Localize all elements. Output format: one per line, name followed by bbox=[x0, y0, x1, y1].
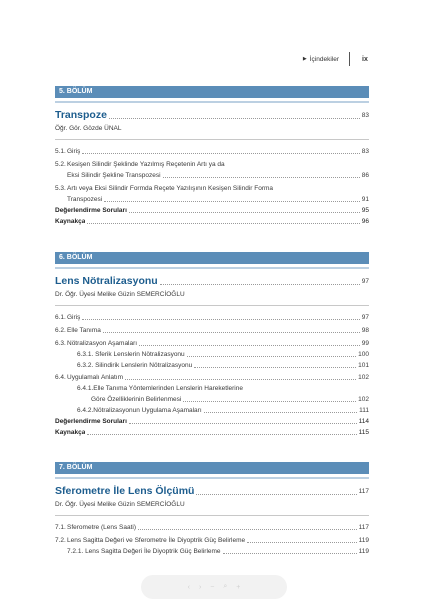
entry-text: 6.4.2.Nötralizasyonun Uygulama Aşamaları bbox=[77, 407, 202, 414]
chapter-bar-shadow bbox=[55, 477, 369, 479]
dot-leader bbox=[82, 153, 359, 154]
entry-text: Giriş bbox=[67, 148, 81, 155]
toc-subentry[interactable] bbox=[55, 383, 369, 394]
viewer-toolbar bbox=[141, 575, 287, 599]
running-header bbox=[303, 52, 374, 66]
entry-text: Değerlendirme Soruları bbox=[55, 207, 127, 214]
entry-page: 98 bbox=[361, 327, 369, 334]
entry-number: 6.1. bbox=[55, 314, 66, 321]
toc-entry-continued[interactable] bbox=[55, 170, 369, 181]
entry-number: 5.2. bbox=[55, 161, 66, 168]
chapter-page: 83 bbox=[361, 112, 369, 119]
prev-page-icon[interactable]: ‹ bbox=[187, 583, 190, 591]
next-page-icon[interactable]: › bbox=[198, 583, 202, 591]
entry-text: Kesişen Silindir Şeklinde Yazılmış Reçetenin Artı ya da bbox=[67, 161, 225, 168]
entry-text: 6.3.1. Sferik Lenslerin Nötralizasyonu bbox=[77, 351, 185, 358]
entry-text: Uygulamalı Anlatım bbox=[67, 374, 123, 381]
dot-leader bbox=[194, 367, 356, 368]
entry-text: 6.3.2. Silindirik Lenslerin Nötralizasyonu bbox=[77, 362, 193, 369]
dot-leader bbox=[138, 529, 357, 530]
entry-text: 7.2.1. Lens Sagitta Değeri İle Diyoptrik Güç Belirleme bbox=[67, 548, 221, 555]
toc-entry-continued[interactable] bbox=[55, 194, 369, 205]
entry-number: 7.1. bbox=[55, 524, 66, 531]
toc-entry[interactable] bbox=[55, 312, 369, 323]
entry-page: 97 bbox=[361, 314, 369, 321]
page-number: ix bbox=[362, 55, 368, 63]
entry-page: 95 bbox=[361, 207, 369, 214]
chapter-bar-shadow bbox=[55, 101, 369, 103]
dot-leader bbox=[129, 212, 360, 213]
chapter-title: Sferometre İle Lens Ölçümü bbox=[55, 485, 195, 497]
entry-page: 119 bbox=[358, 548, 369, 555]
toc-subentry[interactable] bbox=[55, 360, 369, 371]
entry-page: 86 bbox=[361, 172, 369, 179]
entry-text: Değerlendirme Soruları bbox=[55, 418, 127, 425]
toc-entry[interactable] bbox=[55, 325, 369, 336]
entry-text: Göre Özelliklerinin Belirlenmesi bbox=[91, 396, 182, 403]
entry-text: Giriş bbox=[67, 314, 81, 321]
chapter-author: Dr. Öğr. Üyesi Melike Güzin SEMERCİOĞLU bbox=[55, 291, 185, 298]
chapter-bar-shadow bbox=[55, 267, 369, 269]
chapter-page: 97 bbox=[361, 278, 369, 285]
entry-text: 6.4.1.Elle Tanıma Yöntemlerinden Lenslerin Hareketlerine bbox=[77, 385, 243, 392]
toc-subentry[interactable] bbox=[55, 349, 369, 360]
dot-leader bbox=[82, 319, 359, 320]
entry-text: Eksi Silindir Şekline Transpozesi bbox=[67, 172, 161, 179]
chapter-title-row[interactable] bbox=[55, 484, 369, 499]
chapter-5 bbox=[55, 86, 369, 227]
entry-text: Artı veya Eksi Silindir Formda Reçete Yazılışının Kesişen Silindir Forma bbox=[67, 185, 274, 192]
toc-entry[interactable] bbox=[55, 372, 369, 383]
dot-leader bbox=[103, 332, 360, 333]
divider bbox=[55, 515, 369, 516]
entry-number: 6.3. bbox=[55, 340, 66, 347]
zoom-out-icon[interactable]: − bbox=[210, 583, 215, 591]
toc-entry[interactable] bbox=[55, 535, 369, 546]
entry-text: Sferometre (Lens Saati) bbox=[67, 524, 137, 531]
toc-entry-references[interactable] bbox=[55, 216, 369, 227]
toc-entry[interactable] bbox=[55, 146, 369, 157]
entry-text: Transpozesi bbox=[67, 196, 103, 203]
chapter-6 bbox=[55, 252, 369, 438]
toc-entry-references[interactable] bbox=[55, 427, 369, 438]
chapter-title-row[interactable] bbox=[55, 274, 369, 289]
dot-leader bbox=[163, 177, 360, 178]
entry-number: 6.2. bbox=[55, 327, 66, 334]
entry-number: 7.2. bbox=[55, 537, 66, 544]
dot-leader bbox=[109, 118, 360, 119]
chapter-bar: 5. BÖLÜM bbox=[55, 86, 369, 98]
chapter-author: Dr. Öğr. Üyesi Melike Güzin SEMERCİOĞLU bbox=[55, 501, 185, 508]
chapter-7 bbox=[55, 462, 369, 557]
dot-leader bbox=[204, 412, 357, 413]
entry-number: 6.4. bbox=[55, 374, 66, 381]
dot-leader bbox=[196, 494, 356, 495]
chapter-title-row[interactable] bbox=[55, 108, 369, 123]
dot-leader bbox=[104, 201, 360, 202]
entry-page: 96 bbox=[361, 218, 369, 225]
entry-page: 101 bbox=[358, 362, 369, 369]
dot-leader bbox=[223, 553, 357, 554]
entry-number: 5.3. bbox=[55, 185, 66, 192]
chapter-author: Öğr. Gör. Gözde ÜNAL bbox=[55, 125, 122, 132]
entry-number: 5.1. bbox=[55, 148, 66, 155]
dot-leader bbox=[139, 345, 360, 346]
dot-leader bbox=[87, 434, 356, 435]
divider bbox=[55, 305, 369, 306]
divider bbox=[55, 139, 369, 140]
entry-text: Kaynakça bbox=[55, 429, 86, 436]
entry-page: 114 bbox=[358, 418, 369, 425]
dot-leader bbox=[125, 379, 356, 380]
entry-page: 91 bbox=[361, 196, 369, 203]
chapter-bar: 7. BÖLÜM bbox=[55, 462, 369, 474]
toc-entry-review-questions[interactable] bbox=[55, 416, 369, 427]
dot-leader bbox=[183, 401, 356, 402]
entry-page: 102 bbox=[358, 396, 369, 403]
dot-leader bbox=[247, 542, 357, 543]
chapter-title: Transpoze bbox=[55, 109, 107, 121]
zoom-in-icon[interactable]: + bbox=[236, 583, 241, 591]
entry-page: 117 bbox=[358, 524, 369, 531]
chapter-title: Lens Nötralizasyonu bbox=[55, 275, 158, 287]
triangle-marker-icon: ▶ bbox=[302, 56, 307, 62]
toc-entry[interactable] bbox=[55, 183, 369, 194]
entry-text: Lens Sagitta Değeri ve Sferometre İle Diyoptrik Güç Belirleme bbox=[67, 537, 246, 544]
dot-leader bbox=[129, 423, 357, 424]
header-label: İçindekiler bbox=[309, 55, 339, 63]
toc-subentry-continued[interactable] bbox=[55, 394, 369, 405]
toc-subentry[interactable] bbox=[55, 546, 369, 557]
toc-entry[interactable] bbox=[55, 522, 369, 533]
entry-text: Kaynakça bbox=[55, 218, 86, 225]
entry-page: 115 bbox=[358, 429, 369, 436]
toc-entry[interactable] bbox=[55, 159, 369, 170]
dot-leader bbox=[160, 284, 360, 285]
entry-text: Elle Tanıma bbox=[67, 327, 101, 334]
entry-page: 100 bbox=[358, 351, 369, 358]
toc-entry-review-questions[interactable] bbox=[55, 205, 369, 216]
entry-page: 111 bbox=[359, 407, 369, 414]
toc-subentry[interactable] bbox=[55, 405, 369, 416]
header-divider bbox=[349, 52, 350, 66]
chapter-bar: 6. BÖLÜM bbox=[55, 252, 369, 264]
entry-page: 119 bbox=[358, 537, 369, 544]
entry-text: Nötralizasyon Aşamaları bbox=[67, 340, 138, 347]
dot-leader bbox=[87, 223, 359, 224]
entry-page: 99 bbox=[361, 340, 369, 347]
dot-leader bbox=[187, 356, 356, 357]
chapter-page: 117 bbox=[358, 488, 369, 495]
entry-page: 83 bbox=[361, 148, 369, 155]
toc-entry[interactable] bbox=[55, 338, 369, 349]
entry-page: 102 bbox=[358, 374, 369, 381]
zoom-icon[interactable]: ⌕ bbox=[223, 583, 228, 590]
